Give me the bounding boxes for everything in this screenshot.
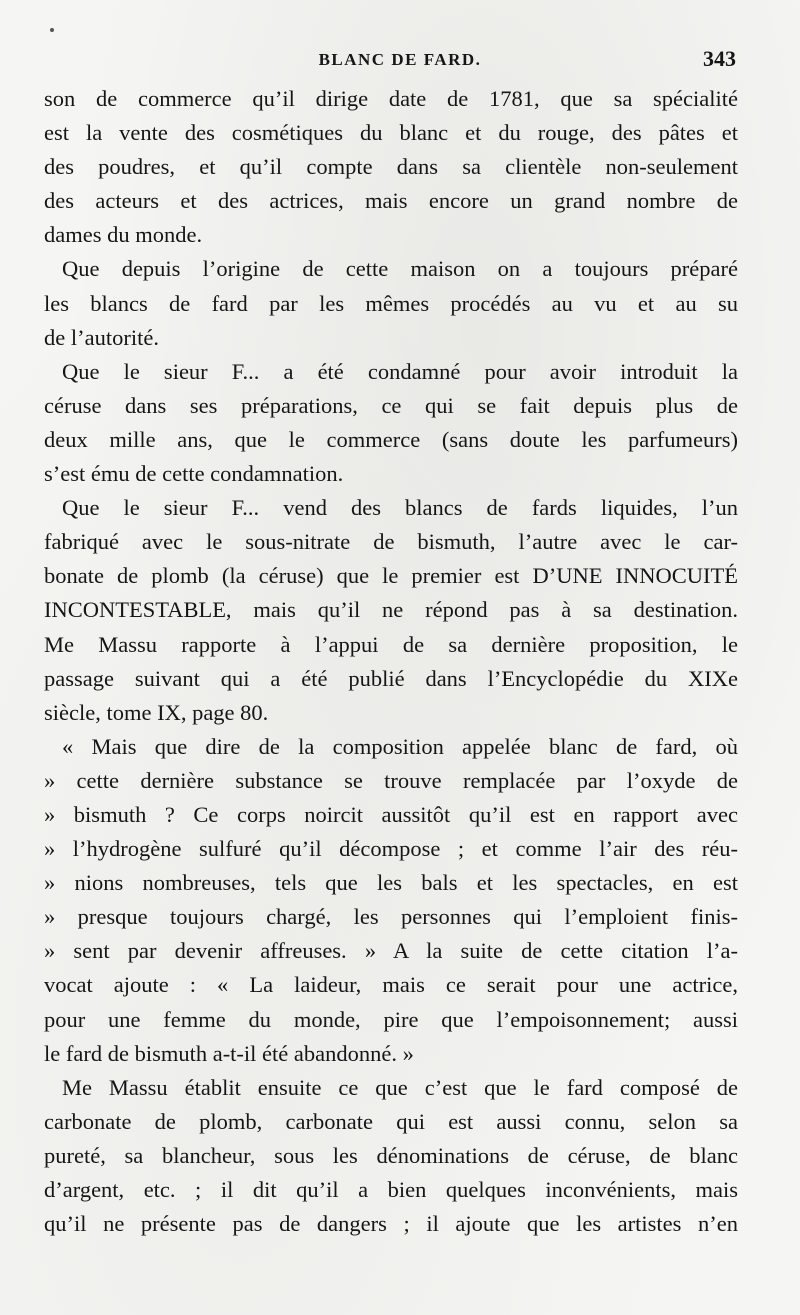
- page-number: 343: [703, 46, 736, 71]
- text-line: » sent par devenir affreuses. » A la suite de cette citation l’a-: [44, 938, 738, 964]
- text-line: INCONTESTABLE, mais qu’il ne répond pas à sa destination.: [44, 597, 738, 623]
- text-line: d’argent, etc. ; il dit qu’il a bien quelques inconvénients, mais: [44, 1177, 738, 1202]
- text-line: bonate de plomb (la céruse) que le premier est D’UNE INNOCUITÉ: [44, 563, 738, 589]
- text-line: des acteurs et des actrices, mais encore un grand nombre de: [44, 188, 738, 214]
- text-line: s’est ému de cette condamnation.: [44, 461, 344, 487]
- text-line: pureté, sa blancheur, sous les dénominations de céruse, de blanc: [44, 1142, 738, 1168]
- text-line: Que le sieur F... a été condamné pour avoir introduit la: [62, 358, 738, 384]
- text-line: » l’hydrogène sulfuré qu’il décompose ; et comme l’air des réu-: [44, 836, 738, 862]
- text-line: le fard de bismuth a-t-il été abandonné. »: [44, 1040, 414, 1066]
- text-line: de l’autorité.: [44, 324, 159, 350]
- text-line: deux mille ans, que le commerce (sans doute les parfumeurs): [44, 426, 738, 452]
- running-head: [0, 44, 800, 74]
- text-line: qu’il ne présente pas de dangers ; il ajoute que les artistes n’en: [44, 1211, 738, 1237]
- text-line: est la vente des cosmétiques du blanc et du rouge, des pâtes et: [44, 120, 738, 146]
- text-line: Me Massu rapporte à l’appui de sa dernière proposition, le: [44, 631, 738, 657]
- text-line: » presque toujours chargé, les personnes qui l’emploient finis-: [44, 904, 738, 930]
- running-title: BLANC DE FARD.: [318, 50, 482, 69]
- text-line: » nions nombreuses, tels que les bals et les spectacles, en est: [44, 870, 738, 896]
- text-line: fabriqué avec le sous-nitrate de bismuth, l’autre avec le car-: [44, 529, 738, 555]
- text-line: Que le sieur F... vend des blancs de fards liquides, l’un: [62, 495, 738, 521]
- text-line: Me Massu établit ensuite ce que c’est que le fard composé de: [62, 1074, 738, 1100]
- text-line: céruse dans ses préparations, ce qui se fait depuis plus de: [44, 392, 738, 418]
- ink-spot: [50, 28, 54, 32]
- text-line: son de commerce qu’il dirige date de 1781, que sa spécialité: [44, 86, 738, 111]
- text-line: dames du monde.: [44, 222, 203, 248]
- text-line: Que depuis l’origine de cette maison on a toujours préparé: [62, 256, 738, 282]
- body-text: [44, 82, 738, 1241]
- text-line: passage suivant qui a été publié dans l’Encyclopédie du XIXe: [44, 665, 738, 691]
- text-line: les blancs de fard par les mêmes procédés au vu et au su: [44, 290, 738, 316]
- text-line: siècle, tome IX, page 80.: [44, 699, 269, 725]
- text-line: vocat ajoute : « La laideur, mais ce serait pour une actrice,: [44, 972, 738, 998]
- text-line: pour une femme du monde, pire que l’empoisonnement; aussi: [44, 1006, 738, 1032]
- text-line: carbonate de plomb, carbonate qui est aussi connu, selon sa: [44, 1108, 738, 1134]
- text-line: « Mais que dire de la composition appelée blanc de fard, où: [62, 733, 738, 759]
- text-line: des poudres, et qu’il compte dans sa clientèle non-seulement: [44, 154, 738, 180]
- text-line: » cette dernière substance se trouve remplacée par l’oxyde de: [44, 767, 738, 793]
- text-line: » bismuth ? Ce corps noircit aussitôt qu’il est en rapport avec: [44, 801, 738, 827]
